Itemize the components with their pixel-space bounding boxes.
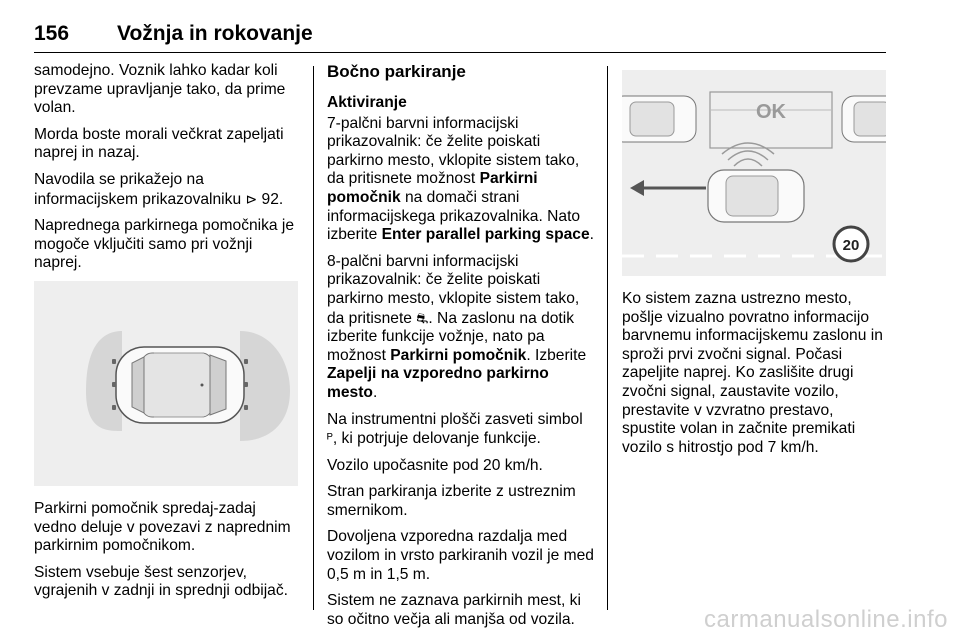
paragraph: Sistem vsebuje šest senzorjev, vgrajenih v zadnji in sprednji odbijač. bbox=[34, 563, 288, 600]
column-divider-2 bbox=[607, 66, 608, 610]
paragraph-text: . bbox=[589, 226, 594, 244]
column-2 bbox=[327, 62, 597, 637]
parked-car-icon bbox=[622, 96, 696, 142]
paragraph: Vozilo upočasnite pod 20 km/h. bbox=[327, 456, 543, 474]
parking-sensors-figure bbox=[34, 281, 298, 486]
menu-option: Enter parallel parking space bbox=[381, 226, 590, 244]
column-divider-1 bbox=[313, 66, 314, 610]
paragraph-text: 8-palčni barvni informacijski prikazovalnik: če želite poiskati parkirno mesto, vklopite sistem tako, da pritisnete bbox=[327, 252, 580, 327]
paragraph-text: 7-palčni barvni informacijski prikazovalnik: če želite poiskati parkirno mesto, vklopite sistem tako, da pritisnete možnost bbox=[327, 114, 580, 188]
menu-option: Parkirni pomočnik bbox=[327, 170, 538, 206]
paragraph bbox=[327, 115, 597, 245]
menu-option: Parkirni pomočnik bbox=[390, 346, 527, 364]
parking-symbol-icon: ᴾ bbox=[327, 430, 333, 447]
paragraph bbox=[34, 171, 302, 209]
speed-limit-label: 20 bbox=[842, 237, 860, 254]
section-heading: Bočno parkiranje bbox=[327, 62, 466, 81]
paragraph: Parkirni pomočnik spredaj-zadaj vedno deluje v povezavi z naprednim parkirnim pomočnikom. bbox=[34, 499, 291, 555]
moving-car-icon bbox=[708, 170, 804, 222]
watermark: carmanualsonline.info bbox=[704, 606, 948, 633]
parallel-parking-figure bbox=[622, 70, 886, 276]
paragraph: Stran parkiranja izberite z ustreznim smernikom. bbox=[327, 483, 576, 519]
page-reference: 92. bbox=[257, 190, 284, 208]
paragraph-text: na domači strani informacijskega prikazovalnika. Nato izberite bbox=[327, 188, 581, 244]
paragraph: Naprednega parkirnega pomočnika je mogoče vključiti samo pri vožnji naprej. bbox=[34, 217, 295, 272]
car-top-view-icon bbox=[116, 347, 244, 423]
speed-limit-sign-icon bbox=[834, 227, 868, 261]
parked-car-icon bbox=[842, 96, 886, 142]
ok-label: OK bbox=[756, 101, 786, 123]
paragraph-text: , ki potrjuje delovanje funkcije. bbox=[332, 430, 541, 448]
parking-assist-button-icon: ⛐ bbox=[416, 309, 429, 326]
menu-option: Zapelji na vzporedno parkirno mesto bbox=[327, 365, 549, 401]
page-number: 156 bbox=[34, 22, 70, 45]
page-header bbox=[34, 18, 886, 53]
page-reference-arrow-icon: ⊳ bbox=[245, 190, 258, 207]
paragraph-text: . Na zaslonu na dotik izberite funkcije vožnje, nato pa možnost bbox=[327, 309, 575, 364]
paragraph: Dovoljena vzporedna razdalja med vozilom in vrsto parkiranih vozil je med 0,5 m in 1,5 m. bbox=[327, 528, 594, 583]
paragraph bbox=[327, 411, 597, 449]
column-1 bbox=[34, 62, 302, 609]
paragraph: Ko sistem zazna ustrezno mesto, pošlje vizualno povratno informacijo barvnemu informacijskemu zaslonu in sproži prvi zvočni signal. Počasi zapeljite naprej. Ko zaslišite drugi zvočni signal, zaustavite vozilo, prestavite v vzvratno prestavo, spustite volan in začnite premikati vozilo s hitrostjo pod 7 km/h. bbox=[622, 290, 883, 456]
subsection-heading: Aktiviranje bbox=[327, 94, 407, 111]
column-3 bbox=[622, 62, 886, 465]
paragraph-text: Navodila se prikažejo na informacijskem prikazovalniku bbox=[34, 170, 246, 208]
paragraph-text: . bbox=[372, 383, 378, 401]
paragraph-text: . Izberite bbox=[526, 346, 587, 364]
paragraph-text: Na instrumentni plošči zasveti simbol bbox=[327, 410, 583, 428]
paragraph: samodejno. Voznik lahko kadar koli prevzame upravljanje tako, da prime volan. bbox=[34, 62, 286, 117]
paragraph: Morda boste morali večkrat zapeljati naprej in nazaj. bbox=[34, 125, 284, 162]
chapter-title: Vožnja in rokovanje bbox=[117, 22, 313, 45]
paragraph: Sistem ne zaznava parkirnih mest, ki so očitno večja ali manjša od vozila. bbox=[327, 592, 581, 628]
paragraph bbox=[327, 253, 597, 403]
